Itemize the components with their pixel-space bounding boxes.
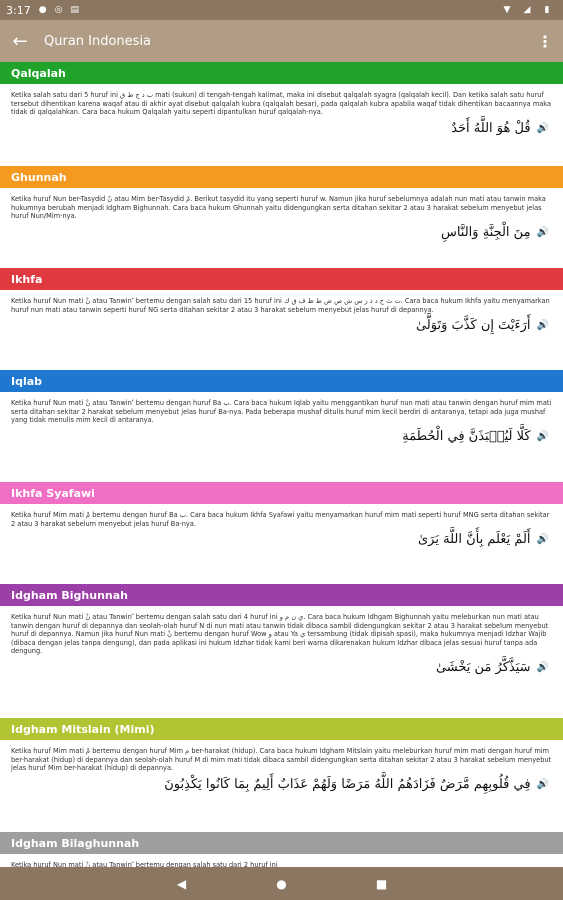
- nav-back-icon[interactable]: ◀: [176, 876, 187, 891]
- section-description: Ketika huruf Mim mati مْ bertemu dengan huruf Mim م ber-harakat (hidup). Cara baca hukum Idgham Mitslain yaitu meleburkan huruf mim mati dengan huruf mim ber-harakat (hidup) di depannya dan seolah-olah huruf M di mim mati tidak dibaca sambil didengungkan serta ditahan sekitar 2 atau 3 harakat sebelum menyebut jelas huruf Mim ber-harakat (hidup) di depannya.: [11, 747, 552, 773]
- status-time: 3:17: [6, 3, 31, 17]
- section-description: Ketika huruf Mim mati مْ bertemu dengan huruf Ba ب. Cara baca hukum Ikhfa Syafawi yaitu menyamarkan huruf mim mati seperti huruf MNG serta ditahan sekitar 2 atau 3 harakat sebelum menyebut jelas huruf Ba-nya.: [11, 511, 550, 528]
- section-idgham-mitslain: [0, 718, 563, 792]
- system-nav-bar: [0, 867, 563, 900]
- example-row: [0, 777, 563, 792]
- arabic-example: أَرَءَيْتَ إِن كَذَّبَ وَتَوَلَّىٰ: [415, 318, 531, 334]
- section-ghunnah: [0, 166, 563, 240]
- section-description: Ketika huruf Nun mati نْ atau Tanwin ً bertemu dengan huruf Ba ب. Cara baca hukum Iqlab yaitu menggantikan huruf nun mati atau tanwin dengan huruf mim mati serta ditahan sekitar 2 harakat sebelum menyebut jelas huruf Ba-nya. Pada beberapa mushaf ditulis huruf mim kecil berdiri di antaranya, tetapi ada juga mushaf yang tidak menulis mim kecil di antaranya.: [11, 399, 552, 425]
- speaker-icon[interactable]: 🔊: [536, 430, 549, 442]
- section-header: Ikhfa Syafawi: [0, 482, 563, 504]
- speaker-icon[interactable]: 🔊: [536, 778, 549, 790]
- nav-recents-icon[interactable]: ■: [375, 876, 388, 891]
- signal-icon: ◢: [523, 5, 531, 15]
- section-idgham-bilaghunnah: [0, 832, 563, 867]
- arabic-example: مِنَ الْجِنَّةِ وَالنَّاسِ: [440, 224, 531, 240]
- example-row: [0, 225, 563, 240]
- section-header: Ghunnah: [0, 166, 563, 188]
- section-ikhfa: [0, 268, 563, 333]
- arabic-example: أَلَمْ يَعْلَم بِأَنَّ اللَّهَ يَرَىٰ: [418, 532, 531, 548]
- example-row: [0, 660, 563, 675]
- section-header: Ikhfa: [0, 268, 563, 290]
- section-iqlab: [0, 370, 563, 444]
- speaker-icon[interactable]: 🔊: [536, 661, 549, 673]
- page-title: Quran Indonesia: [44, 33, 152, 49]
- section-header: Idgham Mitslain (Mimi): [0, 718, 563, 740]
- arabic-example: كَلَّا لَيُنۢبَذَنَّ فِي الْحُطَمَةِ: [402, 428, 531, 444]
- arabic-example: فِي قُلُوبِهِم مَّرَضٌ فَزَادَهُمُ اللَّهُ مَرَضًا وَلَهُمْ عَذَابٌ أَلِيمٌ بِمَا كَانُوا يَكْذِبُونَ: [164, 776, 531, 792]
- example-row: [0, 429, 563, 444]
- example-row: [0, 532, 563, 547]
- section-header: Qalqalah: [0, 62, 563, 84]
- section-description: Ketika huruf Nun mati نْ atau Tanwin ً bertemu dengan salah satu dari 4 huruf ini ي ن م و. Cara baca hukum Idhgam Bighunnah yaitu meleburkan nun mati atau tanwin dengan huruf di depannya dan seolah-olah huruf N di nun mati atau tanwin tidak dibaca sambil didengungkan sekitar 2 atau 3 harakat sebelum menyebut huruf di depannya. Namun jika huruf Nun mati نْ bertemu dengan huruf Wow و atau Ya ي tersambung (tidak dipisah spasi), maka hukumnya menjadi Idzhar Wajib (dibaca dengan jelas tanpa dengung), dan pada aplikasi ini hukum Idzhar tidak kami beri warna dikarenakan hukum Idzhar dibaca jelas sesuai huruf tanpa ada dengung.: [11, 613, 549, 656]
- section-description: Ketika huruf Nun mati نْ atau Tanwin ً bertemu dengan salah satu dari 2 huruf ini: [11, 861, 278, 867]
- section-ikhfa-syafawi: [0, 482, 563, 547]
- speaker-icon[interactable]: 🔊: [536, 226, 549, 238]
- arabic-example: سَيَذَّكَّرُ مَن يَخْشَىٰ: [435, 659, 531, 675]
- speaker-icon[interactable]: 🔊: [536, 122, 549, 134]
- tajwid-list[interactable]: [0, 62, 563, 867]
- section-description: Ketika huruf Nun mati نْ atau Tanwin ً bertemu dengan salah satu dari 15 huruf ini ت ث ج د ذ ز س ش ص ض ط ظ ف ق ك. Cara baca hukum Ikhfa yaitu menyamarkan huruf nun mati atau tanwin seperti huruf NG serta ditahan sekitar 2 atau 3 harakat sebelum menyebut jelas huruf di depannya.: [11, 297, 550, 314]
- section-description: Ketika huruf Nun ber-Tasydid نّ atau Mim ber-Tasydid مّ. Berikut tasydid itu yang seperti huruf w. Namun jika huruf sebelumnya adalah nun mati atau tanwin maka hukumnya berubah menjadi Idgham Bighunnah. Cara baca hukum Ghunnah yaitu didengungkan serta ditahan sekitar 2 atau 3 harakat sebelum menyebut jelas huruf Nun/Mim-nya.: [11, 195, 546, 221]
- status-bar: [0, 0, 563, 20]
- example-row: [0, 121, 563, 136]
- section-idgham-bighunnah: [0, 584, 563, 675]
- back-arrow-icon[interactable]: ←: [12, 30, 28, 52]
- nav-home-icon[interactable]: ●: [276, 876, 287, 891]
- section-qalqalah: [0, 62, 563, 136]
- section-header: Idgham Bighunnah: [0, 584, 563, 606]
- more-options-icon[interactable]: ⋮: [537, 31, 553, 51]
- example-row: [0, 318, 563, 333]
- section-description: Ketika salah satu dari 5 huruf ini ب د ج ط ق mati (sukun) di tengah-tengah kalimat, maka ini disebut qalqalah syagra (qalqalah kecil). Dan ketika salah satu huruf tersebut dihentikan karena waqaf atau di akhir ayat disebut qalqalah kubra (qalqalah besar), pada qalqalah kubra apabila waqaf tidak dihentikan bacaannya maka tidak di qalqalahkan. Cara baca hukum Qalqalah yaitu seperti dipantulkan huruf qalqalah-nya.: [11, 91, 552, 117]
- app-bar: [0, 20, 563, 62]
- notification-icon: ▤: [70, 5, 79, 15]
- speaker-icon[interactable]: 🔊: [536, 534, 549, 546]
- wifi-icon: ▼: [503, 5, 511, 15]
- notification-icon: ◎: [54, 5, 63, 15]
- speaker-icon[interactable]: 🔊: [536, 320, 549, 332]
- section-header: Iqlab: [0, 370, 563, 392]
- notification-icon: ●: [38, 5, 47, 15]
- arabic-example: قُلْ هُوَ اللَّهُ أَحَدٌ: [451, 120, 531, 136]
- battery-icon: ▮: [544, 5, 550, 15]
- section-header: Idgham Bilaghunnah: [0, 832, 563, 854]
